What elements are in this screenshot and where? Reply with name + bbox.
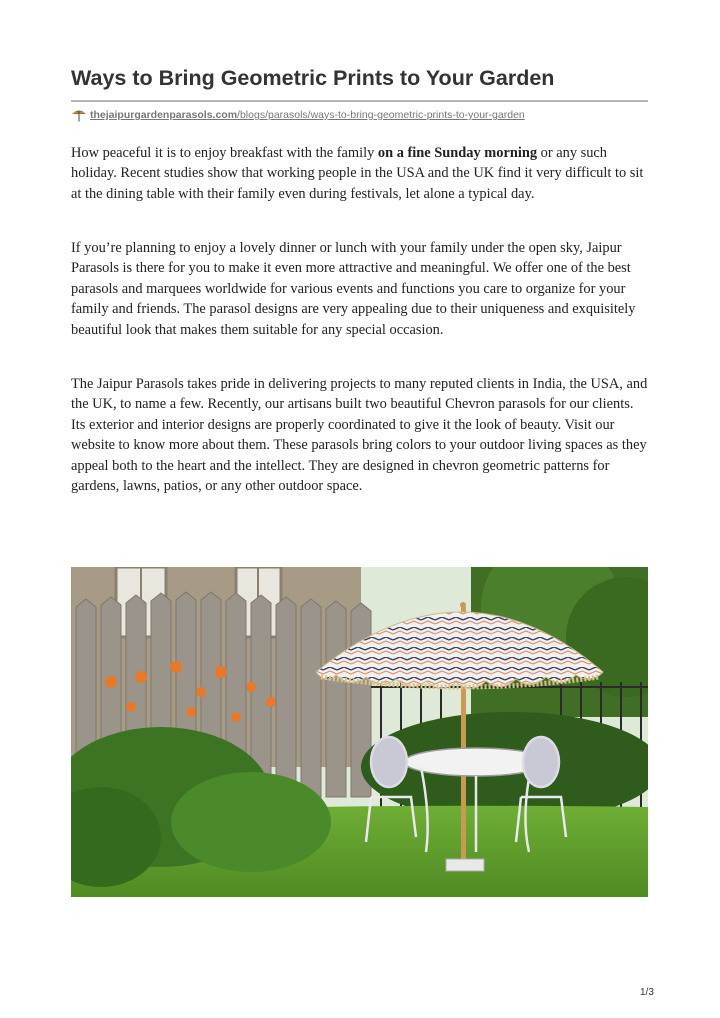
paragraph-1-end: or any such holiday. Recent studies show that working people in the USA and the UK find it very difficult to sit at the dining table with their family even during festivals, let alone a typical day. [71,145,644,202]
garden-parasol-illustration [71,567,648,897]
title-divider [71,100,648,102]
page-number: 1/3 [640,987,654,998]
paragraph-1-bold: on a fine Sunday morning [377,145,538,161]
source-line [71,107,525,123]
source-domain: thejaipurgardenparasols.com [90,109,238,121]
garden-parasol-photo [71,567,648,897]
source-link[interactable] [90,109,525,121]
paragraph-3: The Jaipur Parasols takes pride in delivering projects to many reputed clients in India, the USA, and the UK, to name a few. Recently, our artisans built two beautiful Chevron parasols for our clients. Its exterior and interior designs are properly coordinated to give it the look of beauty. Visit our website to know more about them. These parasols bring colors to your outdoor living spaces as they appeal both to the heart and the intellect. They are designed in chevron geometric patterns for gardens, lawns, patios, or any other outdoor space. [71,376,648,495]
page-title: Ways to Bring Geometric Prints to Your Garden [71,66,555,90]
paragraph-2: If you’re planning to enjoy a lovely dinner or lunch with your family under the open sky, Jaipur Parasols is there for you to make it even more attractive and meaningful. We offer one of the best parasols and marquees worldwide for various events and functions you care to organize for your family and friends. The parasol designs are very appealing due to their uniqueness and exquisitely beautiful look that makes them suitable for any special occasion. [71,240,636,338]
source-path: /blogs/parasols/ways-to-bring-geometric-prints-to-your-garden [237,109,525,121]
paragraph-1-start: How peaceful it is to enjoy breakfast with the family [71,145,378,161]
parasol-icon [71,108,87,122]
paragraph-1 [71,143,651,204]
